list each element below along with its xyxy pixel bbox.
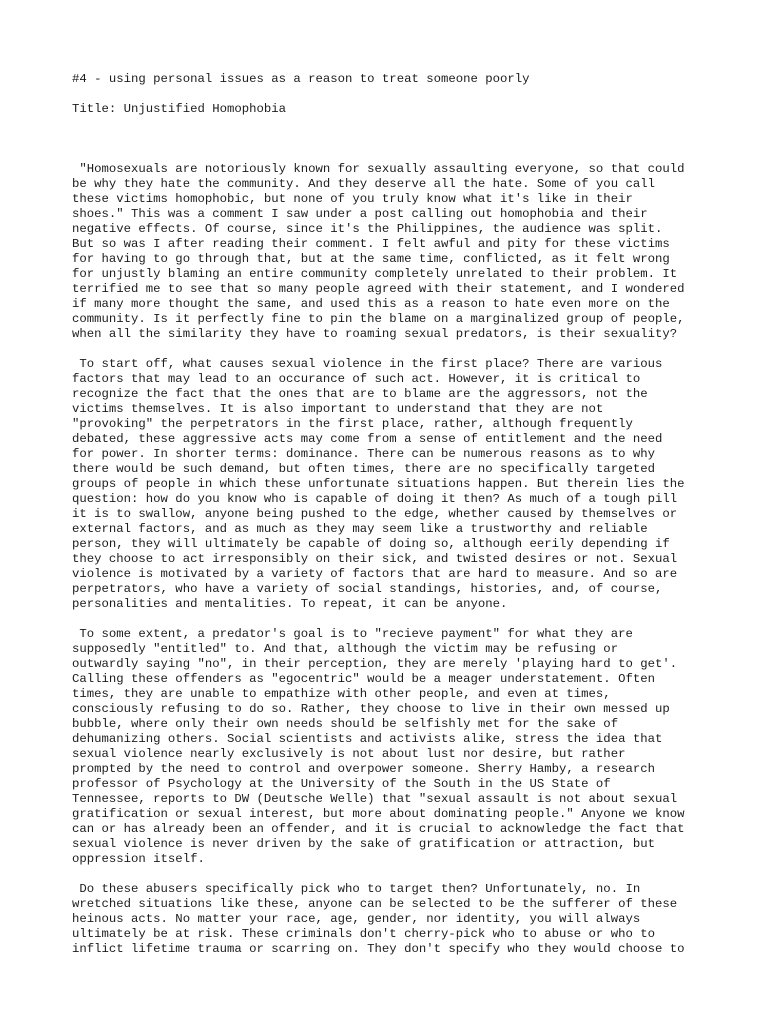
paragraph [72,357,712,612]
text-line: external factors, and as much as they may seem like a trustworthy and reliable [72,522,648,536]
text-line: person, they will ultimately be capable of doing so, although eerily depending if [72,537,670,551]
text-line: if many more thought the same, and used this as a reason to hate even more on the [72,297,670,311]
text-line: But so was I after reading their comment. I felt awful and pity for these victims [72,237,670,251]
text-line: supposedly "entitled" to. And that, although the victim may be refusing or [72,642,619,656]
text-line: oppression itself. [72,852,205,866]
text-line: Tennessee, reports to DW (Deutsche Welle) that "sexual assault is not about sexual [72,792,678,806]
text-line: groups of people in which these unfortunate situations happen. But therein lies the [72,477,685,491]
text-line: perpetrators, who have a variety of social standings, histories, and, of course, [72,582,663,596]
text-line: Calling these offenders as "egocentric" would be a meager understatement. Often [72,672,655,686]
text-line: To start off, what causes sexual violence in the first place? There are various [72,357,663,371]
text-line: "Homosexuals are notoriously known for sexually assaulting everyone, so that could [72,162,685,176]
text-line: times, they are unable to empathize with other people, and even at times, [72,687,611,701]
text-line: factors that may lead to an occurance of such act. However, it is critical to [72,372,641,386]
text-line: personalities and mentalities. To repeat, it can be anyone. [72,597,508,611]
text-line: for power. In shorter terms: dominance. There can be numerous reasons as to why [72,447,655,461]
text-line: question: how do you know who is capable of doing it then? As much of a tough pill [72,492,678,506]
text-line: victims themselves. It is also important to understand that they are not [72,402,604,416]
paragraph-list [72,162,712,957]
text-line: inflict lifetime trauma or scarring on. They don't specify who they would choose to [72,942,685,956]
document-body [72,72,712,972]
text-line: be why they hate the community. And they deserve all the hate. Some of you call [72,177,655,191]
text-line: there would be such demand, but often times, there are no specifically targeted [72,462,655,476]
text-line: negative effects. Of course, since it's the Philippines, the audience was split. [72,222,663,236]
text-line: ultimately be at risk. These criminals don't cherry-pick who to abuse or who to [72,927,655,941]
text-line: prompted by the need to control and overpower someone. Sherry Hamby, a research [72,762,655,776]
text-line: for unjustly blaming an entire community completely unrelated to their problem. It [72,267,678,281]
text-line: recognize the fact that the ones that are to blame are the aggressors, not the [72,387,648,401]
text-line: dehumanizing others. Social scientists and activists alike, stress the idea that [72,732,663,746]
paragraph [72,162,712,342]
text-line: sexual violence nearly exclusively is not about lust nor desire, but rather [72,747,626,761]
text-line: terrified me to see that so many people agreed with their statement, and I wondered [72,282,685,296]
text-line: it is to swallow, anyone being pushed to the edge, whether caused by themselves or [72,507,678,521]
text-line: debated, these aggressive acts may come from a sense of entitlement and the need [72,432,663,446]
text-line: can or has already been an offender, and it is crucial to acknowledge the fact that [72,822,685,836]
text-line: shoes." This was a comment I saw under a post calling out homophobia and their [72,207,648,221]
text-line: when all the similarity they have to roaming sexual predators, is their sexuality? [72,327,678,341]
paragraph [72,627,712,867]
text-line: community. Is it perfectly fine to pin the blame on a marginalized group of people, [72,312,685,326]
text-line: bubble, where only their own needs should be selfishly met for the sake of [72,717,619,731]
document-title: Title: Unjustified Homophobia [72,102,287,116]
text-line: consciously refusing to do so. Rather, they choose to live in their own messed up [72,702,670,716]
text-line: violence is motivated by a variety of factors that are hard to measure. And so are [72,567,678,581]
text-line: Do these abusers specifically pick who to target then? Unfortunately, no. In [72,882,641,896]
text-line: To some extent, a predator's goal is to "recieve payment" for what they are [72,627,633,641]
text-line: wretched situations like these, anyone can be selected to be the sufferer of these [72,897,678,911]
text-line: heinous acts. No matter your race, age, gender, nor identity, you will always [72,912,641,926]
text-line: these victims homophobic, but none of you truly know what it's like in their [72,192,633,206]
text-line: gratification or sexual interest, but more about dominating people." Anyone we know [72,807,685,821]
text-line: sexual violence is never driven by the sake of gratification or attraction, but [72,837,655,851]
text-line: for having to go through that, but at the same time, conflicted, as it felt wrong [72,252,670,266]
document-header: #4 - using personal issues as a reason to treat someone poorly [72,72,530,86]
text-line: they choose to act irresponsibly on their sick, and twisted desires or not. Sexual [72,552,678,566]
text-line: "provoking" the perpetrators in the first place, rather, although frequently [72,417,633,431]
text-line: outwardly saying "no", in their perception, they are merely 'playing hard to get'. [72,657,678,671]
paragraph [72,882,712,957]
text-line: professor of Psychology at the University of the South in the US State of [72,777,611,791]
